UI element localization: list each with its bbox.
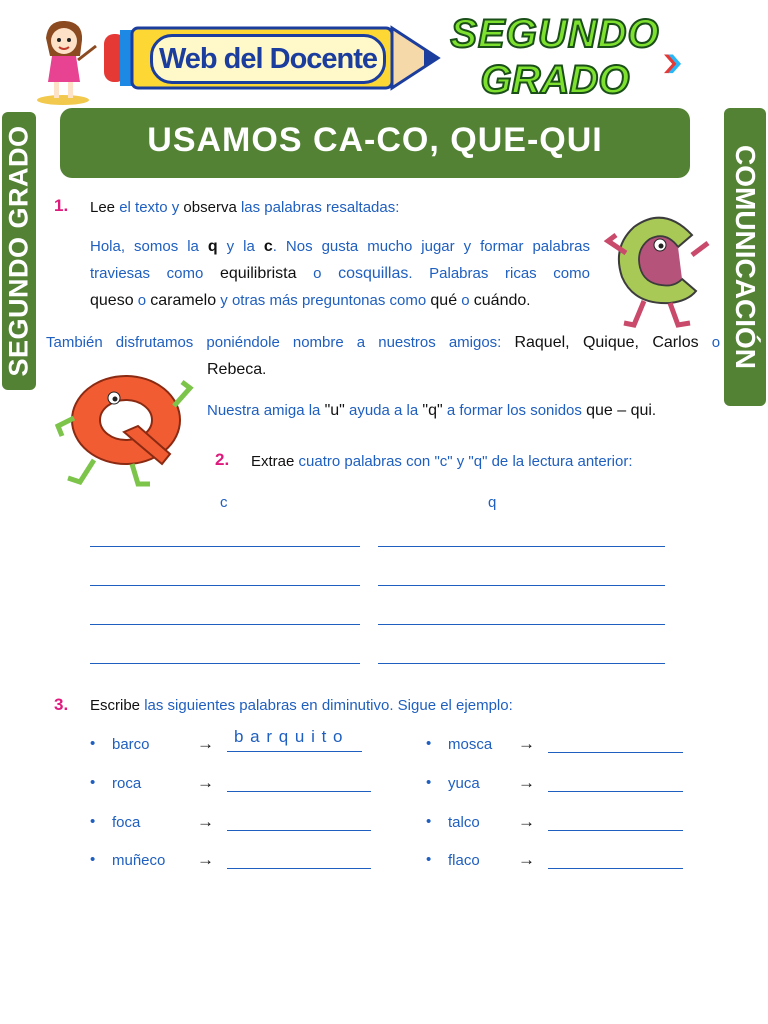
arrow-icon: → — [197, 812, 214, 831]
answer-line-c-4[interactable] — [90, 663, 360, 664]
exercise-1-instruction — [90, 194, 399, 221]
instr-word: observa — [183, 199, 237, 216]
exercise-1-number: 1. — [54, 196, 69, 215]
teacher-illustration — [30, 16, 100, 106]
bullet: • — [90, 813, 96, 830]
exercise-3-number: 3. — [54, 695, 69, 714]
word-item: mosca — [448, 736, 493, 753]
highlight-letter: "u" — [324, 402, 345, 419]
grade-label-line2: GRADO — [480, 58, 630, 102]
text: y la — [226, 238, 255, 255]
instr-word: cuatro palabras con "c" y "q" de la lectura anterior: — [298, 453, 633, 470]
arrow-icon: → — [197, 850, 214, 869]
text: . — [651, 402, 657, 419]
exercise-2-instruction — [251, 448, 633, 475]
exercise-2-number: 2. — [215, 450, 230, 469]
text: o — [461, 292, 470, 309]
bullet: • — [90, 851, 96, 868]
column-header-q: q — [488, 494, 497, 511]
side-label-grade-text: SEGUNDO GRADO — [3, 125, 34, 377]
text: . Palabras ricas como — [408, 265, 590, 282]
side-label-subject-text: COMUNICACIÓN — [730, 145, 761, 369]
instr-word: el texto — [119, 199, 168, 216]
answer-line[interactable] — [548, 791, 683, 792]
grade-label-line1: SEGUNDO — [450, 12, 660, 56]
instr-word: Extrae — [251, 453, 295, 470]
exercise-1-paragraph-2 — [46, 329, 720, 356]
arrow-icon: → — [518, 812, 535, 831]
bullet: • — [90, 735, 96, 752]
page-title: USAMOS CA-CO, QUE-QUI — [60, 108, 690, 178]
exercise-1-paragraph-3 — [207, 397, 656, 424]
answer-line[interactable] — [227, 830, 371, 831]
letter-c-character-illustration — [604, 205, 714, 330]
exercise-1-paragraph-2-end — [207, 356, 266, 383]
instr-word: y — [171, 199, 180, 216]
highlight-word: caramelo — [150, 292, 217, 309]
text: otras más preguntonas como — [231, 292, 427, 309]
answer-line[interactable] — [227, 791, 371, 792]
side-label-subject — [724, 108, 766, 406]
text: y — [220, 292, 228, 309]
letter-q-character-illustration — [54, 366, 196, 488]
word-item: talco — [448, 814, 480, 831]
text: . — [526, 292, 531, 309]
arrow-icon: → — [518, 734, 535, 753]
text: . Nos gusta mucho jugar y formar palabras — [272, 238, 590, 255]
word-item: muñeco — [112, 852, 166, 869]
arrow-icon: → — [518, 773, 535, 792]
answer-line[interactable] — [227, 868, 371, 869]
side-label-grade — [2, 112, 36, 390]
answer-line-q-4[interactable] — [378, 663, 665, 664]
answer-line-q-2[interactable] — [378, 585, 665, 586]
text: a formar los sonidos — [446, 402, 582, 419]
highlight-name: Rebeca — [207, 361, 263, 378]
text: Nuestra amiga la — [207, 402, 321, 419]
exercise-3-instruction — [90, 692, 513, 719]
highlight-word: queso — [90, 292, 134, 309]
column-header-c: c — [220, 494, 228, 511]
answer-line[interactable] — [548, 752, 683, 753]
text: . — [262, 361, 267, 378]
word-item: foca — [112, 814, 141, 831]
bullet: • — [426, 851, 432, 868]
highlight-letter: "q" — [422, 402, 443, 419]
text: Hola, somos la — [90, 238, 199, 255]
arrow-icon: → — [197, 734, 214, 753]
answer-line[interactable] — [548, 868, 683, 869]
answer-line-c-3[interactable] — [90, 624, 360, 625]
instr-word: Lee — [90, 199, 116, 216]
bullet: • — [426, 774, 432, 791]
text: traviesas como — [90, 265, 204, 282]
text: ayuda a la — [349, 402, 419, 419]
text: o — [137, 292, 147, 309]
highlight-word: q — [207, 238, 218, 255]
highlight-sounds: que – qui — [586, 402, 652, 419]
text: También disfrutamos poniéndole nombre a nuestros amigos: — [46, 334, 502, 351]
highlight-word: cuándo — [473, 292, 527, 309]
highlight-word: cosquillas — [338, 265, 409, 282]
word-item: barco — [112, 736, 150, 753]
instr-word: Escribe — [90, 697, 141, 714]
arrow-icon: → — [518, 850, 535, 869]
text: o — [313, 265, 322, 282]
highlight-names: Raquel, Quique, Carlos — [514, 334, 699, 351]
answer-line[interactable] — [227, 751, 362, 752]
arrow-icon: → — [197, 773, 214, 792]
instr-word: las palabras resaltadas: — [240, 199, 400, 216]
highlight-word: equilibrista — [219, 265, 297, 282]
word-item: yuca — [448, 775, 480, 792]
word-item: roca — [112, 775, 142, 792]
exercise-1-paragraph-1 — [90, 233, 590, 314]
bullet: • — [426, 735, 432, 752]
word-item: flaco — [448, 852, 480, 869]
highlight-word: c — [263, 238, 273, 255]
answer-line-q-1[interactable] — [378, 546, 665, 547]
answer-line-c-1[interactable] — [90, 546, 360, 547]
instr-word: las siguientes palabras en diminutivo. Sigue el ejemplo: — [144, 697, 513, 714]
bullet: • — [90, 774, 96, 791]
answer-line-c-2[interactable] — [90, 585, 360, 586]
answer-line[interactable] — [548, 830, 683, 831]
example-answer: b a r q u i t o — [234, 727, 344, 746]
text: o — [711, 334, 721, 351]
answer-line-q-3[interactable] — [378, 624, 665, 625]
highlight-word: qué — [430, 292, 458, 309]
logo-text: Web del Docente — [150, 34, 386, 84]
bullet: • — [426, 813, 432, 830]
